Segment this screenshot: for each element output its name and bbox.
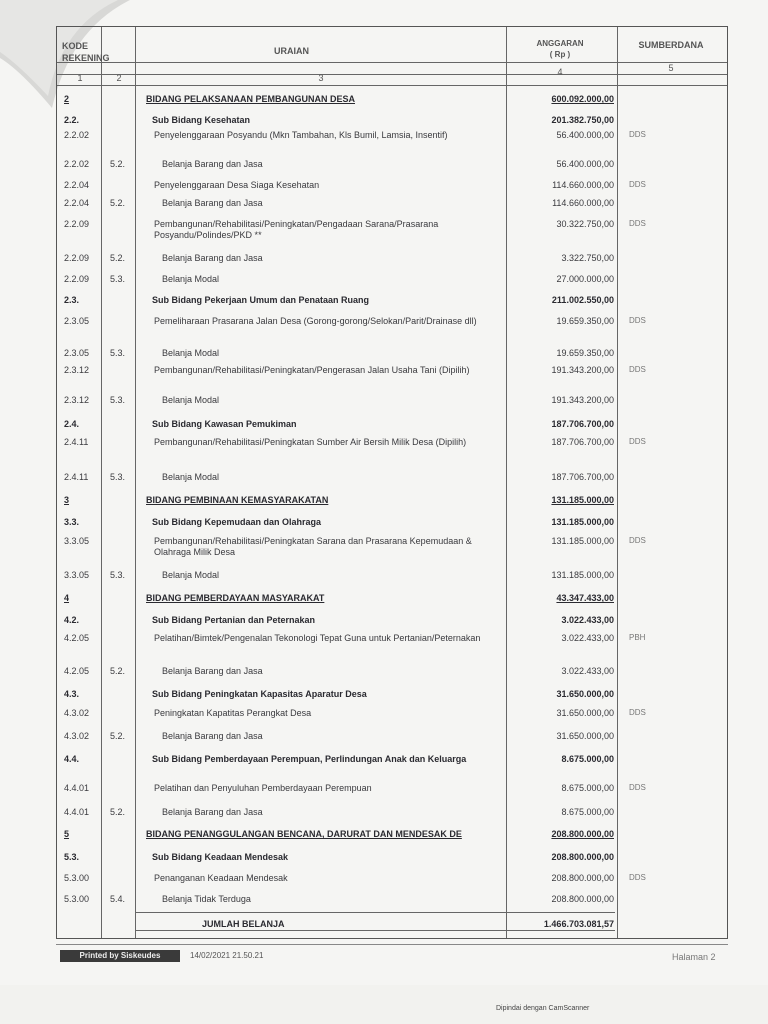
expense-code: 5.2.	[110, 807, 126, 817]
row-description: Belanja Modal	[162, 570, 220, 580]
row-amount: 131.185.000,00	[551, 517, 614, 527]
row-amount: 3.022.433,00	[561, 666, 614, 676]
row-description: Pembangunan/Rehabilitasi/Peningkatan Sumber Air Bersih Milik Desa (Dipilih)	[154, 437, 467, 447]
row-description: Pembangunan/Rehabilitasi/Peningkatan Sarana dan Prasarana Kepemudaan & Olahraga Milik Desa	[154, 536, 472, 557]
row-description: Sub Bidang Kepemudaan dan Olahraga	[152, 517, 322, 527]
row-amount: 208.800.000,00	[551, 852, 614, 862]
account-code: 3	[64, 495, 70, 505]
row-amount: 31.650.000,00	[556, 689, 614, 699]
account-code: 2.2.09	[64, 219, 90, 229]
printed-by-badge: Printed by Siskeudes	[60, 950, 180, 962]
fund-source: DDS	[629, 219, 646, 228]
row-description: Sub Bidang Pemberdayaan Perempuan, Perlindungan Anak dan Keluarga	[152, 754, 467, 764]
row-amount: 114.660.000,00	[552, 198, 614, 208]
row-amount: 208.800.000,00	[551, 873, 614, 883]
row-amount: 201.382.750,00	[551, 115, 614, 125]
row-description: Belanja Barang dan Jasa	[162, 731, 263, 741]
row-amount: 208.800.000,00	[551, 894, 614, 904]
expense-code: 5.2.	[110, 198, 126, 208]
row-amount: 8.675.000,00	[561, 807, 614, 817]
row-description: Penanganan Keadaan Mendesak	[154, 873, 288, 883]
row-description: Pemeliharaan Prasarana Jalan Desa (Gorong-gorong/Selokan/Parit/Drainase dll)	[154, 316, 477, 326]
account-code: 2.2.	[64, 115, 80, 125]
row-description: Belanja Modal	[162, 274, 220, 284]
row-description: Pembangunan/Rehabilitasi/Peningkatan/Pengerasan Jalan Usaha Tani (Dipilih)	[154, 365, 470, 375]
expense-code: 5.3.	[110, 348, 126, 358]
expense-code: 5.3.	[110, 472, 126, 482]
account-code: 2.2.09	[64, 274, 90, 284]
row-amount: 30.322.750,00	[556, 219, 614, 229]
row-amount: 43.347.433,00	[556, 593, 614, 603]
row-amount: 191.343.200,00	[551, 395, 614, 405]
row-description: Sub Bidang Pekerjaan Umum dan Penataan Ruang	[152, 295, 370, 305]
row-description: Belanja Barang dan Jasa	[162, 807, 263, 817]
account-code: 3.3.	[64, 517, 80, 527]
row-amount: 131.185.000,00	[551, 536, 614, 546]
row-description: BIDANG PEMBERDAYAAN MASYARAKAT	[146, 593, 325, 603]
row-amount: 56.400.000,00	[556, 159, 614, 169]
row-amount: 8.675.000,00	[561, 754, 614, 764]
col-number-1: 1	[77, 73, 83, 83]
account-code: 3.3.05	[64, 570, 90, 580]
fund-source: DDS	[629, 783, 646, 792]
row-description: Belanja Modal	[162, 348, 220, 358]
account-code: 5.3.00	[64, 873, 90, 883]
row-description: Belanja Barang dan Jasa	[162, 253, 263, 263]
account-code: 2	[64, 94, 70, 104]
expense-code: 5.2.	[110, 159, 126, 169]
expense-code: 5.3.	[110, 395, 126, 405]
row-amount: 187.706.700,00	[551, 437, 614, 447]
fund-source: DDS	[629, 873, 646, 882]
col-number-2: 2	[116, 73, 122, 83]
header-sumberdana: SUMBERDANA	[638, 40, 704, 50]
account-code: 4.3.	[64, 689, 80, 699]
header-uraian: URAIAN	[274, 46, 309, 56]
account-code: 4.2.	[64, 615, 80, 625]
row-amount: 131.185.000,00	[551, 570, 614, 580]
expense-code: 5.2.	[110, 253, 126, 263]
account-code: 2.4.	[64, 419, 80, 429]
row-description: Pembangunan/Rehabilitasi/Peningkatan/Pengadaan Sarana/Prasarana Posyandu/Polindes/PKD **	[154, 219, 439, 240]
account-code: 2.2.09	[64, 253, 90, 263]
row-description: Peningkatan Kapatitas Perangkat Desa	[154, 708, 312, 718]
expense-code: 5.2.	[110, 666, 126, 676]
account-code: 2.2.02	[64, 159, 90, 169]
account-code: 4.4.01	[64, 807, 90, 817]
row-amount: 3.022.433,00	[561, 615, 614, 625]
row-amount: 3.322.750,00	[561, 253, 614, 263]
account-code: 4.3.02	[64, 731, 90, 741]
account-code: 2.2.04	[64, 180, 90, 190]
row-description: Sub Bidang Keadaan Mendesak	[152, 852, 289, 862]
account-code: 2.2.02	[64, 130, 90, 140]
row-description: Belanja Modal	[162, 472, 220, 482]
account-code: 2.2.04	[64, 198, 90, 208]
row-description: Belanja Tidak Terduga	[162, 894, 251, 904]
row-description: Sub Bidang Kawasan Pemukiman	[152, 419, 297, 429]
row-amount: 19.659.350,00	[556, 316, 614, 326]
account-code: 4.4.	[64, 754, 80, 764]
fund-source: DDS	[629, 130, 646, 139]
row-amount: 211.002.550,00	[551, 295, 614, 305]
account-code: 2.3.05	[64, 316, 90, 326]
row-amount: 114.660.000,00	[552, 180, 614, 190]
account-code: 2.3.12	[64, 365, 90, 375]
fund-source: DDS	[629, 365, 646, 374]
account-code: 2.3.	[64, 295, 80, 305]
row-description: Sub Bidang Peningkatan Kapasitas Aparatur Desa	[152, 689, 367, 699]
footer-divider	[56, 944, 728, 945]
account-code: 4.3.02	[64, 708, 90, 718]
row-amount: 187.706.700,00	[551, 472, 614, 482]
fund-source: DDS	[629, 316, 646, 325]
account-code: 4.4.01	[64, 783, 90, 793]
col-number-4: 4	[557, 67, 563, 77]
row-amount: 31.650.000,00	[556, 731, 614, 741]
expense-code: 5.4.	[110, 894, 126, 904]
row-description: Pelatihan dan Penyuluhan Pemberdayaan Perempuan	[154, 783, 372, 793]
account-code: 2.3.05	[64, 348, 90, 358]
row-amount: 31.650.000,00	[556, 708, 614, 718]
row-description: Belanja Barang dan Jasa	[162, 666, 263, 676]
account-code: 2.4.11	[64, 437, 89, 447]
row-amount: 56.400.000,00	[556, 130, 614, 140]
row-description: Pelatihan/Bimtek/Pengenalan Tekonologi Tepat Guna untuk Pertanian/Peternakan	[154, 633, 481, 643]
row-amount: 3.022.433,00	[561, 633, 614, 643]
header-kode: KODE REKENING	[62, 41, 110, 63]
account-code: 5	[64, 829, 70, 839]
row-description: BIDANG PENANGGULANGAN BENCANA, DARURAT DAN MENDESAK DE	[146, 829, 462, 839]
account-code: 4.2.05	[64, 633, 90, 643]
row-amount: 8.675.000,00	[561, 783, 614, 793]
account-code: 4	[64, 593, 70, 603]
page-number: Halaman 2	[672, 952, 716, 962]
row-description: Penyelenggaraan Posyandu (Mkn Tambahan, Kls Bumil, Lamsia, Insentif)	[154, 130, 448, 140]
col-number-3: 3	[318, 73, 324, 83]
row-description: Belanja Modal	[162, 395, 220, 405]
row-amount: 187.706.700,00	[551, 419, 614, 429]
row-description: Sub Bidang Pertanian dan Peternakan	[152, 615, 316, 625]
account-code: 2.3.12	[64, 395, 90, 405]
row-description: BIDANG PEMBINAAN KEMASYARAKATAN	[146, 495, 329, 505]
account-code: 5.3.00	[64, 894, 90, 904]
fund-source: DDS	[629, 708, 646, 717]
total-label: JUMLAH BELANJA	[202, 919, 285, 929]
col-number-5: 5	[668, 63, 674, 73]
header-anggaran: ANGGARAN ( Rp )	[536, 39, 584, 59]
account-code: 2.4.11	[64, 472, 89, 482]
scanner-watermark: Dipindai dengan CamScanner	[496, 1005, 590, 1012]
row-amount: 131.185.000,00	[551, 495, 614, 505]
row-amount: 19.659.350,00	[556, 348, 614, 358]
account-code: 5.3.	[64, 852, 80, 862]
row-description: Belanja Barang dan Jasa	[162, 198, 263, 208]
fund-source: PBH	[629, 633, 646, 642]
fund-source: DDS	[629, 437, 646, 446]
account-code: 4.2.05	[64, 666, 90, 676]
row-amount: 208.800.000,00	[551, 829, 614, 839]
fund-source: DDS	[629, 180, 646, 189]
row-amount: 191.343.200,00	[551, 365, 614, 375]
expense-code: 5.2.	[110, 731, 126, 741]
total-amount: 1.466.703.081,57	[543, 919, 614, 929]
row-amount: 27.000.000,00	[556, 274, 614, 284]
row-description: BIDANG PELAKSANAAN PEMBANGUNAN DESA	[146, 94, 356, 104]
row-description: Belanja Barang dan Jasa	[162, 159, 263, 169]
row-amount: 600.092.000,00	[551, 94, 614, 104]
fund-source: DDS	[629, 536, 646, 545]
print-datetime: 14/02/2021 21.50.21	[190, 951, 264, 960]
expense-code: 5.3.	[110, 274, 126, 284]
row-description: Penyelenggaraan Desa Siaga Kesehatan	[154, 180, 320, 190]
row-description: Sub Bidang Kesehatan	[152, 115, 251, 125]
expense-code: 5.3.	[110, 570, 126, 580]
account-code: 3.3.05	[64, 536, 90, 546]
